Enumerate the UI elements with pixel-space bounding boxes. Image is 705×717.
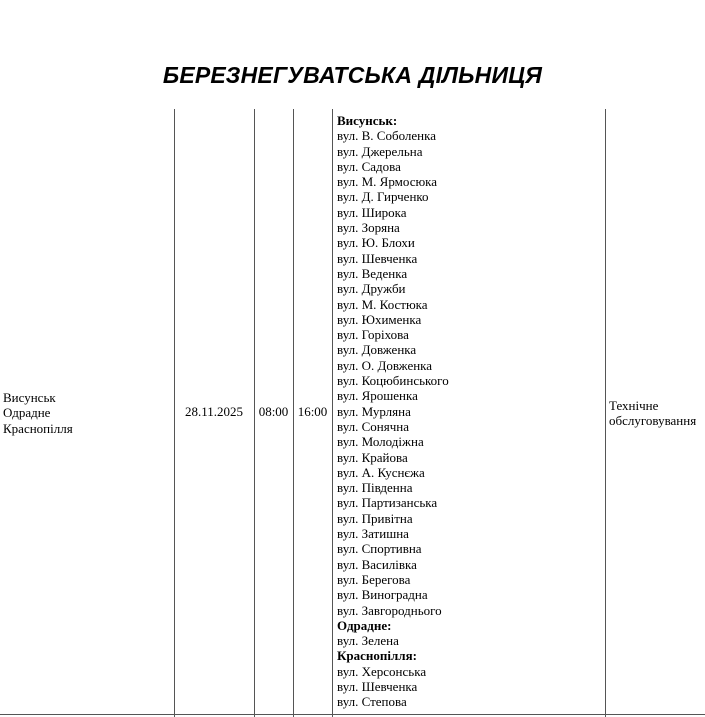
street-item: вул. Ю. Блохи <box>337 235 415 251</box>
street-item: вул. Горіхова <box>337 327 409 343</box>
street-item: вул. Партизанська <box>337 495 438 511</box>
street-item: вул. Дружби <box>337 281 406 297</box>
street-item: вул. В. Соболенка <box>337 128 436 144</box>
street-item: вул. Сонячна <box>337 418 409 434</box>
street-item: вул. Молодіжна <box>337 434 424 450</box>
street-item: вул. Зелена <box>337 633 399 649</box>
settlement-name: Одрадне <box>3 405 51 421</box>
street-item: вул. Садова <box>337 158 401 174</box>
street-item: вул. Мурляна <box>337 403 411 419</box>
column-divider <box>332 109 333 717</box>
column-divider <box>605 109 606 717</box>
street-item: вул. Завгороднього <box>337 602 442 618</box>
street-item: вул. О. Довженка <box>337 357 433 373</box>
street-item: вул. Ярошенка <box>337 388 418 404</box>
settlements-cell <box>3 390 73 436</box>
page-title: БЕРЕЗНЕГУВАТСЬКА ДІЛЬНИЦЯ <box>162 62 543 88</box>
settlement-name: Висунськ <box>3 390 56 405</box>
street-item: вул. Херсонська <box>337 663 427 679</box>
street-item: вул. Затишна <box>337 526 409 542</box>
street-item: вул. Шевченка <box>337 250 418 266</box>
street-item: вул. М. Ярмосюка <box>337 174 438 190</box>
time-end-cell: 16:00 <box>297 404 328 419</box>
table-bottom-border <box>0 714 705 715</box>
settlement-header: Краснопілля: <box>337 648 417 664</box>
streets-cell <box>337 113 449 710</box>
street-item: вул. Берегова <box>337 571 411 587</box>
street-item: вул. Коцюбинського <box>337 373 449 389</box>
settlement-header: Висунськ: <box>337 113 398 128</box>
street-item: вул. Крайова <box>337 449 408 465</box>
reason-cell <box>609 398 696 429</box>
street-item: вул. Привітна <box>337 510 413 526</box>
street-item: вул. Степова <box>337 694 407 710</box>
street-item: вул. Широка <box>337 204 407 220</box>
time-start-cell: 08:00 <box>258 404 289 419</box>
date-cell: 28.11.2025 <box>184 404 244 419</box>
street-item: вул. Шевченка <box>337 678 418 694</box>
street-item: вул. Джерельна <box>337 143 423 159</box>
street-item: вул. Довженка <box>337 342 417 358</box>
street-item: вул. Спортивна <box>337 541 422 557</box>
street-item: вул. Зоряна <box>337 220 400 236</box>
street-item: вул. Д. Гирченко <box>337 189 429 205</box>
street-item: вул. А. Куснєжа <box>337 464 425 480</box>
reason-line: обслуговування <box>609 413 697 429</box>
street-item: вул. Виноградна <box>337 587 428 603</box>
street-item: вул. М. Костюка <box>337 296 428 312</box>
street-item: вул. Юхименка <box>337 311 422 327</box>
reason-line: Технічне <box>609 398 659 413</box>
street-item: вул. Південна <box>337 480 413 496</box>
settlement-name: Краснопілля <box>3 420 73 436</box>
settlement-header: Одрадне: <box>337 617 392 633</box>
street-item: вул. Василівка <box>337 556 417 572</box>
street-item: вул. Веденка <box>337 265 408 281</box>
